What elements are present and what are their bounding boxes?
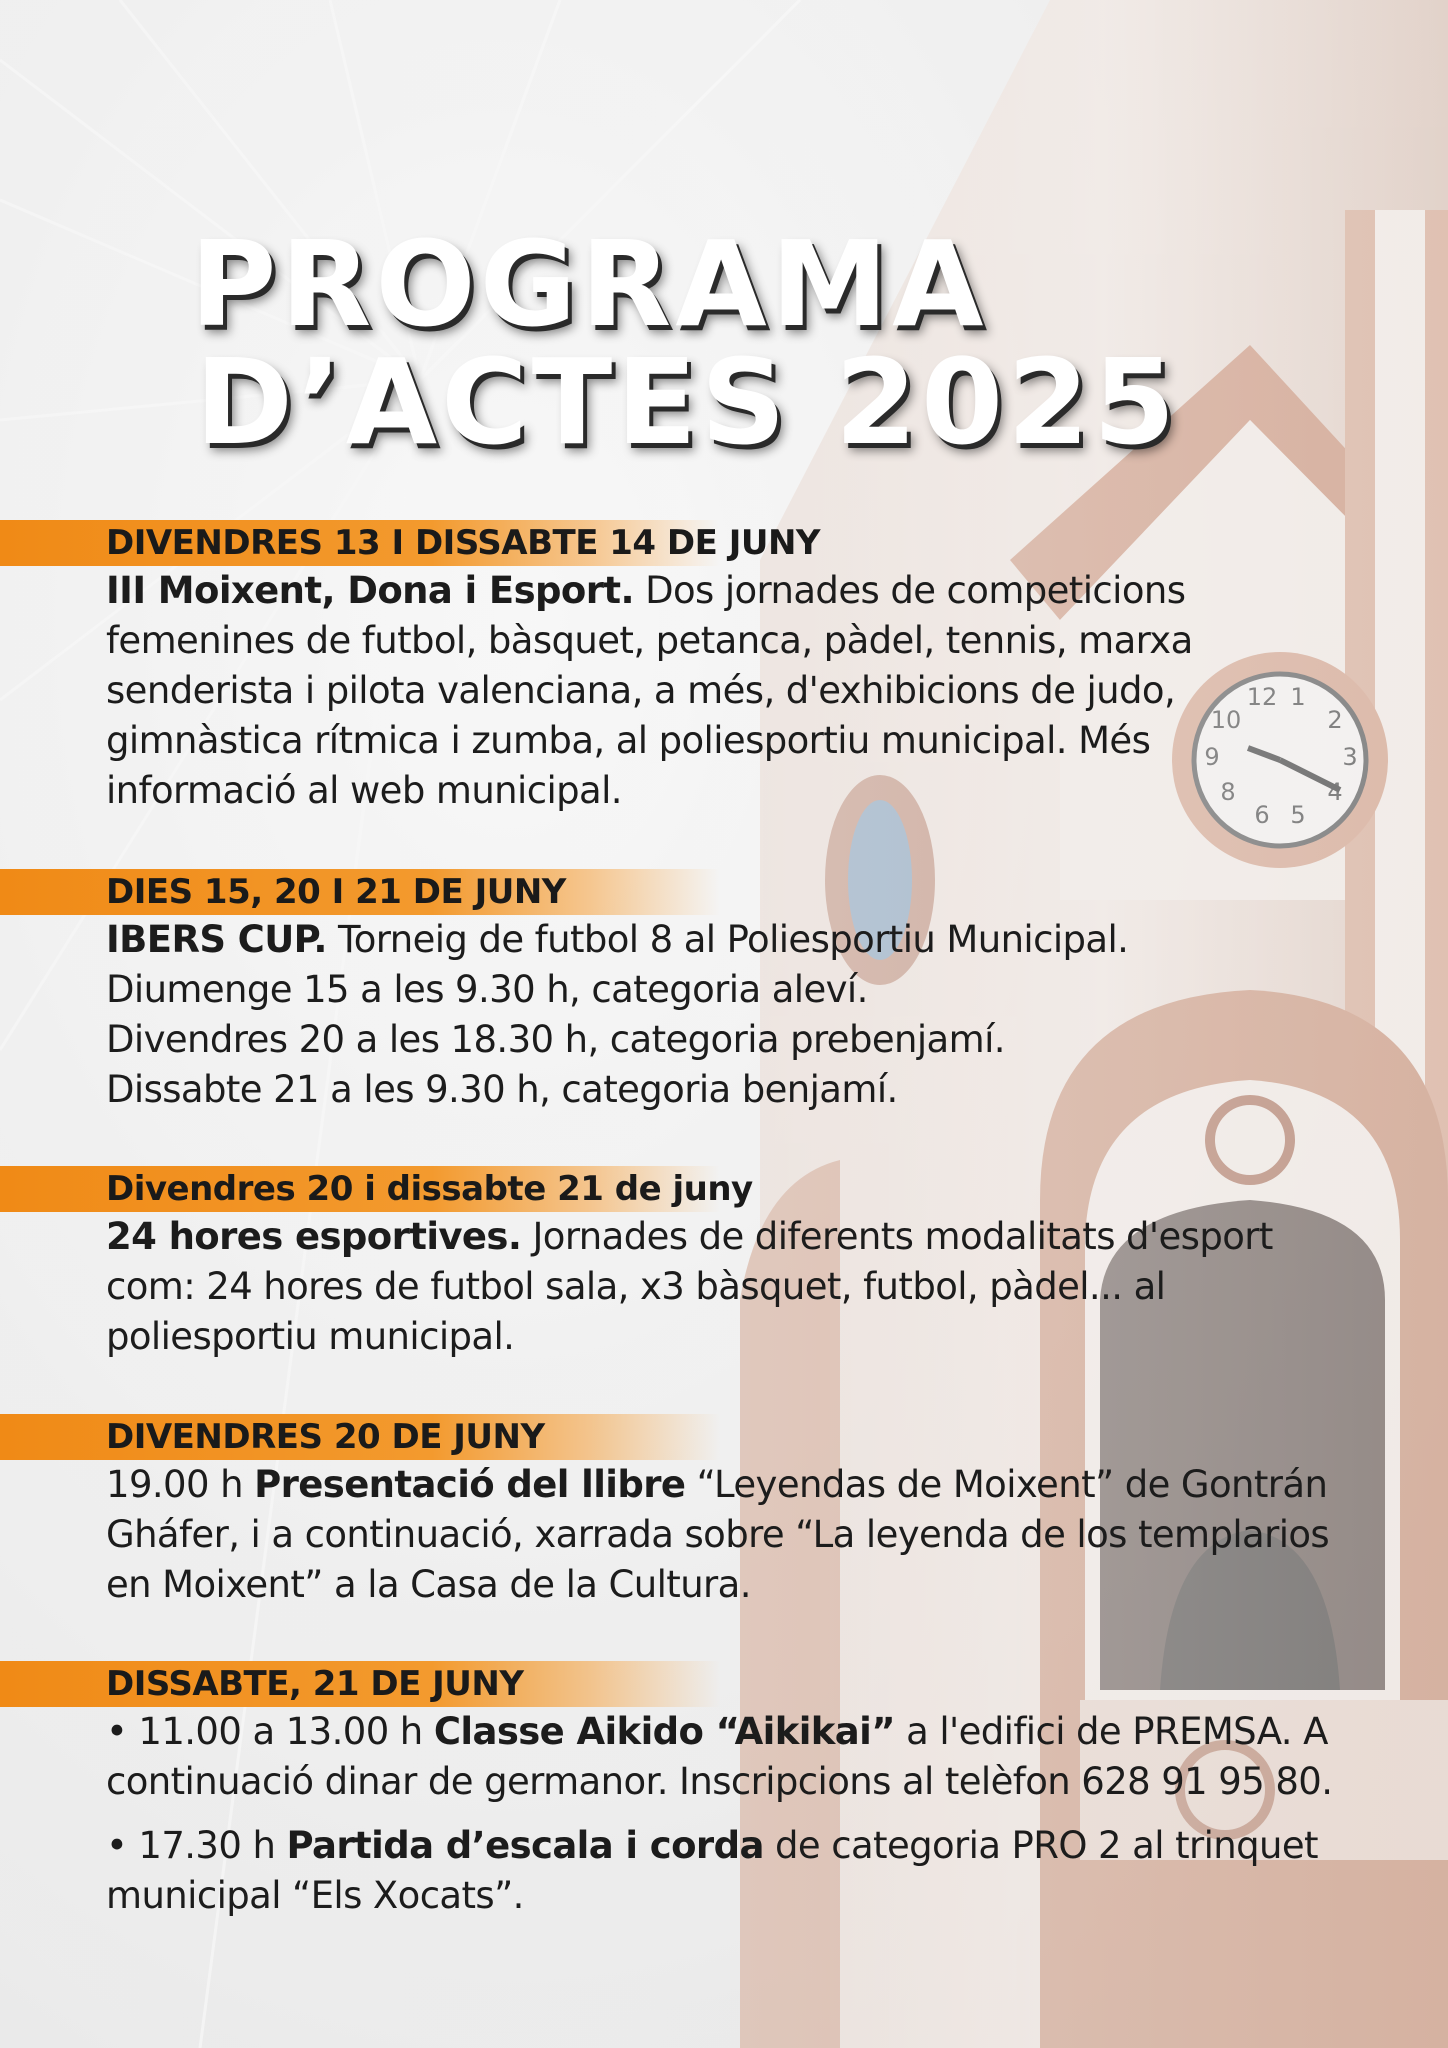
event-3 — [0, 1166, 1448, 1362]
schedule-line: Dissabte 21 a les 9.30 h, categoria benjamí. — [106, 1068, 898, 1111]
event-2 — [0, 869, 1448, 1115]
event-4 — [0, 1414, 1448, 1610]
event-lead: 24 hores esportives. — [106, 1215, 522, 1258]
event-text: de categoria PRO 2 al trinquet municipal “Els Xocats”. — [106, 1824, 1318, 1917]
event-heading: DIVENDRES 13 I DISSABTE 14 DE JUNY — [0, 520, 720, 566]
event-item — [106, 1821, 1336, 1921]
event-heading: DIVENDRES 20 DE JUNY — [0, 1414, 720, 1460]
schedule-line: Divendres 20 a les 18.30 h, categoria prebenjamí. — [106, 1018, 1005, 1061]
page-title — [190, 215, 1180, 471]
title-line-1: PROGRAMA — [190, 215, 988, 353]
event-1 — [0, 520, 1448, 816]
event-time: 19.00 h — [106, 1463, 255, 1506]
event-time: • 17.30 h — [106, 1824, 287, 1867]
event-text: “Leyendas de Moixent” de Gontrán Gháfer, i a continuació, xarrada sobre “La leyenda de los templarios en Moixent” a la Casa de la Cultura. — [106, 1463, 1330, 1606]
event-description — [106, 1460, 1336, 1610]
event-lead: III Moixent, Dona i Esport. — [106, 569, 634, 612]
event-lead: Classe Aikido “Aikikai” — [433, 1710, 895, 1753]
event-text: Torneig de futbol 8 al Poliesportiu Municipal. — [326, 918, 1129, 961]
event-lead: Presentació del llibre — [254, 1463, 686, 1506]
event-description — [106, 1212, 1336, 1362]
event-time: • 11.00 a 13.00 h — [106, 1710, 434, 1753]
title-line-2: D’ACTES 2025 — [195, 333, 1180, 471]
event-description — [106, 1707, 1336, 1921]
event-5 — [0, 1661, 1448, 1921]
schedule-line: Diumenge 15 a les 9.30 h, categoria aleví. — [106, 968, 868, 1011]
event-lead: IBERS CUP. — [106, 918, 327, 961]
event-lead: Partida d’escala i corda — [286, 1824, 764, 1867]
event-heading: Divendres 20 i dissabte 21 de juny — [0, 1166, 720, 1212]
event-text: Jornades de diferents modalitats d'esport com: 24 hores de futbol sala, x3 bàsquet, futbol, pàdel... al poliesportiu municipal. — [106, 1215, 1273, 1358]
event-heading: DIES 15, 20 I 21 DE JUNY — [0, 869, 720, 915]
event-text: a l'edifici de PREMSA. A continuació dinar de germanor. Inscripcions al telèfon 628 91 95 80. — [106, 1710, 1333, 1803]
event-description — [106, 566, 1336, 816]
event-item — [106, 1707, 1336, 1807]
event-text: Dos jornades de competicions femenines de futbol, bàsquet, petanca, pàdel, tennis, marxa senderista i pilota valenciana, a més, d'exhibicions de judo, gimnàstica rítmica i zumba, al poliesportiu municipal. Més informació al web municipal. — [106, 569, 1193, 812]
event-description — [106, 915, 1336, 1115]
event-heading: DISSABTE, 21 DE JUNY — [0, 1661, 720, 1707]
